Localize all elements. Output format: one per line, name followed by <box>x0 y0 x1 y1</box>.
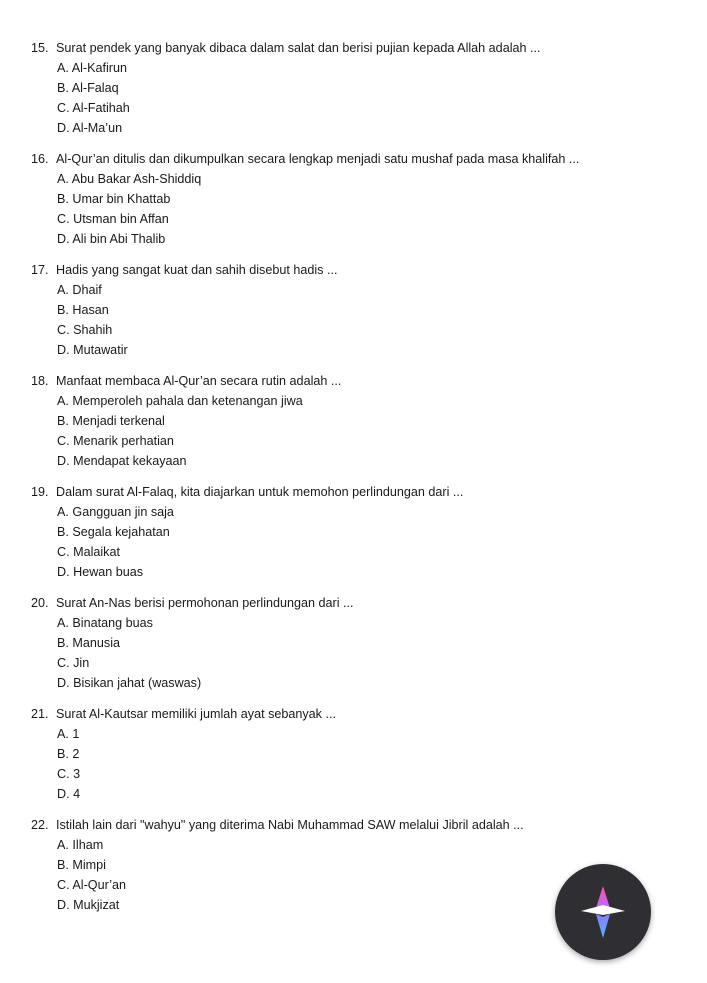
answer-option: A. Al-Kafirun <box>57 61 127 75</box>
question-item <box>0 704 707 804</box>
question-row <box>0 815 707 835</box>
question-number: 19. <box>31 485 49 499</box>
answer-option: D. Mukjizat <box>57 898 120 912</box>
answer-option: D. Al-Ma’un <box>57 121 123 135</box>
question-number: 22. <box>31 818 49 832</box>
answer-option: C. Jin <box>57 656 90 670</box>
question-number: 17. <box>31 263 49 277</box>
answer-options <box>0 169 707 249</box>
answer-options <box>0 391 707 471</box>
answer-option: C. Malaikat <box>57 545 120 559</box>
answer-option: B. 2 <box>57 747 80 761</box>
answer-option: C. Al-Fatihah <box>57 101 130 115</box>
assistant-fab-button[interactable] <box>555 864 651 960</box>
answer-option: C. Shahih <box>57 323 113 337</box>
question-number: 20. <box>31 596 49 610</box>
question-text: Dalam surat Al-Falaq, kita diajarkan untuk memohon perlindungan dari ... <box>56 485 464 499</box>
answer-option: A. 1 <box>57 727 80 741</box>
answer-options <box>0 613 707 693</box>
answer-option: D. Mutawatir <box>57 343 128 357</box>
answer-option: B. Mimpi <box>57 858 106 872</box>
answer-option: A. Memperoleh pahala dan ketenangan jiwa <box>57 394 303 408</box>
question-row <box>0 38 707 58</box>
question-row <box>0 704 707 724</box>
answer-options <box>0 58 707 138</box>
answer-options <box>0 724 707 804</box>
answer-option: C. Al-Qur’an <box>57 878 127 892</box>
question-text: Surat Al-Kautsar memiliki jumlah ayat sebanyak ... <box>56 707 336 721</box>
answer-option: A. Ilham <box>57 838 104 852</box>
question-text: Surat An-Nas berisi permohonan perlindungan dari ... <box>56 596 354 610</box>
question-row <box>0 149 707 169</box>
question-number: 21. <box>31 707 49 721</box>
answer-option: A. Gangguan jin saja <box>57 505 174 519</box>
question-text: Al-Qur’an ditulis dan dikumpulkan secara lengkap menjadi satu mushaf pada masa khalifah ... <box>56 152 580 166</box>
sparkle-icon <box>579 884 627 940</box>
answer-option: A. Dhaif <box>57 283 102 297</box>
question-number: 18. <box>31 374 49 388</box>
answer-option: D. 4 <box>57 787 81 801</box>
document-page <box>0 38 707 926</box>
question-row <box>0 593 707 613</box>
answer-options <box>0 502 707 582</box>
question-row <box>0 260 707 280</box>
answer-option: A. Binatang buas <box>57 616 153 630</box>
answer-options <box>0 280 707 360</box>
question-item <box>0 260 707 360</box>
answer-option: B. Menjadi terkenal <box>57 414 165 428</box>
answer-option: B. Al-Falaq <box>57 81 119 95</box>
answer-option: D. Ali bin Abi Thalib <box>57 232 166 246</box>
answer-option: D. Hewan buas <box>57 565 144 579</box>
answer-option: D. Mendapat kekayaan <box>57 454 187 468</box>
question-row <box>0 371 707 391</box>
question-item <box>0 149 707 249</box>
answer-option: B. Manusia <box>57 636 120 650</box>
question-text: Surat pendek yang banyak dibaca dalam salat dan berisi pujian kepada Allah adalah ... <box>56 41 541 55</box>
answer-option: C. 3 <box>57 767 81 781</box>
question-number: 16. <box>31 152 49 166</box>
question-item <box>0 482 707 582</box>
answer-option: C. Utsman bin Affan <box>57 212 169 226</box>
answer-option: B. Umar bin Khattab <box>57 192 171 206</box>
question-item <box>0 38 707 138</box>
question-number: 15. <box>31 41 49 55</box>
question-item <box>0 593 707 693</box>
question-row <box>0 482 707 502</box>
answer-option: B. Hasan <box>57 303 109 317</box>
question-text: Manfaat membaca Al-Qur’an secara rutin adalah ... <box>56 374 342 388</box>
question-item <box>0 371 707 471</box>
question-text: Hadis yang sangat kuat dan sahih disebut hadis ... <box>56 263 338 277</box>
answer-option: A. Abu Bakar Ash-Shiddiq <box>57 172 202 186</box>
answer-option: D. Bisikan jahat (waswas) <box>57 676 202 690</box>
question-text: Istilah lain dari "wahyu" yang diterima Nabi Muhammad SAW melalui Jibril adalah ... <box>56 818 524 832</box>
answer-option: C. Menarik perhatian <box>57 434 174 448</box>
answer-option: B. Segala kejahatan <box>57 525 170 539</box>
